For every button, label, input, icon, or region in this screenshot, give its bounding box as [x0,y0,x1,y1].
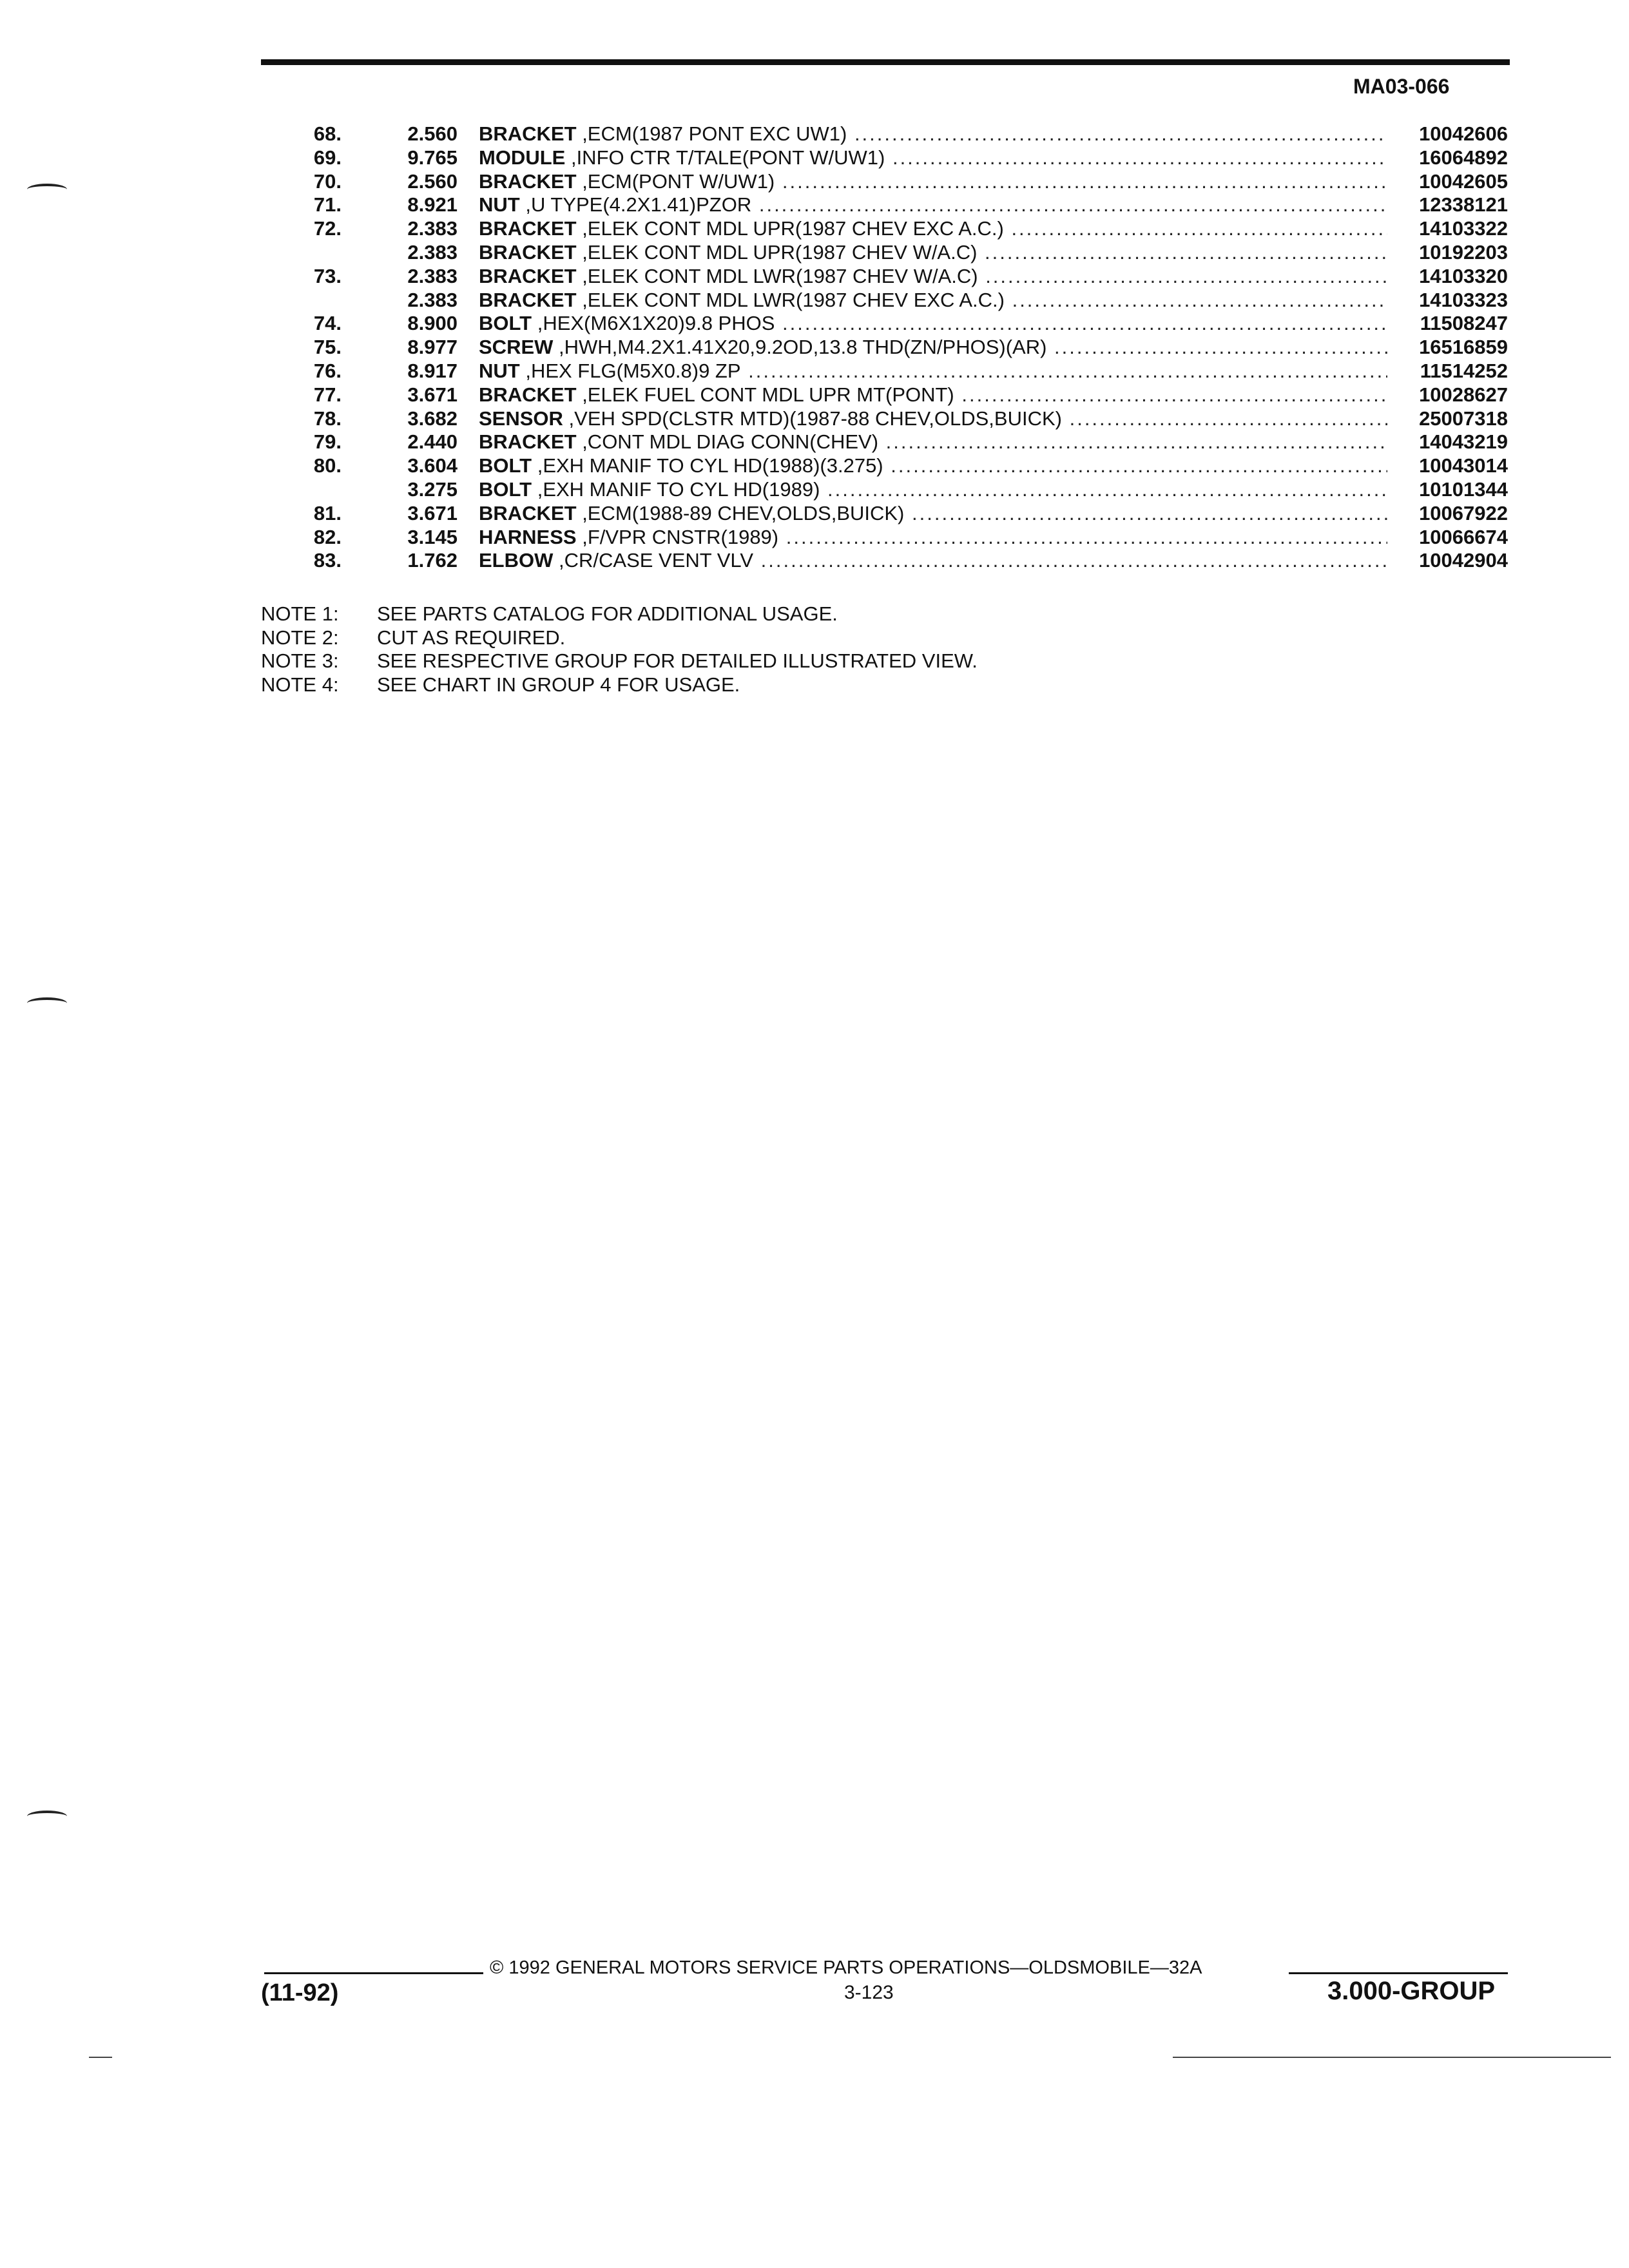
part-row [258,383,1508,407]
part-description [479,360,1387,383]
part-name: BRACKET [479,264,577,287]
part-detail: ,ELEK CONT MDL LWR(1987 CHEV W/A.C) [582,264,978,287]
part-detail: ,F/VPR CNSTR(1989) [582,525,779,548]
group-number: 9.765 [407,146,458,169]
part-description [479,122,1387,146]
part-name: BRACKET [479,122,577,145]
item-number: 68. [313,122,342,145]
part-number: 14103323 [1419,288,1508,311]
part-description [479,502,1387,526]
part-row [258,289,1508,312]
part-name: SENSOR [479,407,563,430]
note-text: CUT AS REQUIRED. [377,626,566,649]
part-description [479,430,1387,454]
part-name: BRACKET [479,288,577,311]
part-row [258,336,1508,360]
item-number: 81. [313,501,342,524]
note-line [261,649,1228,673]
part-number: 14103320 [1419,264,1508,287]
item-number: 72. [313,217,342,240]
page-number: 3-123 [844,1982,894,2003]
part-detail: ,ELEK FUEL CONT MDL UPR MT(PONT) [582,383,954,406]
note-label: NOTE 1: [261,602,339,625]
part-name: ELBOW [479,549,554,572]
item-number: 82. [313,525,342,548]
part-description [479,336,1387,360]
group-number: 8.900 [407,312,458,335]
part-description [479,146,1387,170]
part-number: 10042904 [1419,549,1508,572]
part-number: 25007318 [1419,407,1508,430]
item-number: 70. [313,169,342,193]
part-name: BRACKET [479,240,577,264]
part-detail: ,ELEK CONT MDL UPR(1987 CHEV W/A.C) [582,240,978,264]
group-number: 3.671 [407,501,458,524]
part-description [479,241,1387,265]
part-number: 10042605 [1419,169,1508,193]
part-row [258,170,1508,194]
group-number: 3.671 [407,383,458,406]
part-row [258,312,1508,336]
part-row [258,526,1508,550]
part-number: 16064892 [1419,146,1508,169]
part-row [258,454,1508,478]
part-number: 10028627 [1419,383,1508,406]
scan-mark [89,2057,112,2058]
part-detail: ,VEH SPD(CLSTR MTD)(1987-88 CHEV,OLDS,BUICK) [568,407,1062,430]
part-row [258,122,1508,146]
note-line [261,626,1228,650]
part-description [479,312,1387,336]
part-row [258,430,1508,454]
part-description [479,217,1387,241]
part-description [479,549,1387,573]
part-number: 14043219 [1419,430,1508,454]
header-rule [261,59,1510,65]
item-number: 76. [313,359,342,382]
part-detail: ,U TYPE(4.2X1.41)PZOR [525,193,752,216]
part-row [258,265,1508,289]
copyright-text: © 1992 GENERAL MOTORS SERVICE PARTS OPERATIONS—OLDSMOBILE—32A [490,1957,1202,1978]
group-number: 8.921 [407,193,458,216]
part-description [479,407,1387,431]
item-number: 77. [313,383,342,406]
part-detail: ,INFO CTR T/TALE(PONT W/UW1) [570,146,885,169]
part-name: MODULE [479,146,566,169]
footer-rule-left [264,1972,483,1974]
binder-hole-mark [27,184,67,195]
part-row [258,241,1508,265]
part-name: NUT [479,359,520,382]
part-number: 11514252 [1420,359,1508,382]
note-text: SEE PARTS CATALOG FOR ADDITIONAL USAGE. [377,602,838,625]
part-description [479,170,1387,194]
part-detail: ,ELEK CONT MDL LWR(1987 CHEV EXC A.C.) [582,288,1005,311]
part-description [479,478,1387,502]
part-detail: ,EXH MANIF TO CYL HD(1989) [537,477,820,501]
part-row [258,478,1508,502]
part-row [258,217,1508,241]
parts-list [258,122,1508,573]
note-label: NOTE 2: [261,626,339,649]
group-label: 3.000-GROUP [1327,1977,1496,2005]
part-number: 10101344 [1419,477,1508,501]
binder-hole-mark [27,1811,67,1822]
part-detail: ,CONT MDL DIAG CONN(CHEV) [582,430,879,454]
part-detail: ,ECM(1987 PONT EXC UW1) [582,122,847,145]
revision-date: (11-92) [261,1979,339,2006]
part-name: BOLT [479,454,532,477]
part-row [258,193,1508,217]
part-number: 12338121 [1419,193,1508,216]
part-number: 10066674 [1419,525,1508,548]
part-description [479,383,1387,407]
part-description [479,193,1387,217]
part-name: NUT [479,193,520,216]
part-description [479,265,1387,289]
part-name: BRACKET [479,430,577,454]
page-code: MA03-066 [1353,75,1450,98]
item-number: 75. [313,336,342,359]
footer-rule-right [1289,1972,1508,1974]
note-label: NOTE 4: [261,673,339,696]
part-row [258,549,1508,573]
group-number: 3.145 [407,525,458,548]
part-row [258,502,1508,526]
part-detail: ,ELEK CONT MDL UPR(1987 CHEV EXC A.C.) [582,217,1004,240]
note-label: NOTE 3: [261,649,339,672]
group-number: 2.383 [407,288,458,311]
part-name: HARNESS [479,525,577,548]
item-number: 78. [313,407,342,430]
part-detail: ,ECM(1988-89 CHEV,OLDS,BUICK) [582,501,905,524]
item-number: 69. [313,146,342,169]
item-number: 79. [313,430,342,454]
part-row [258,146,1508,170]
item-number: 83. [313,549,342,572]
part-detail: ,ECM(PONT W/UW1) [582,169,775,193]
part-row [258,360,1508,383]
part-number: 10043014 [1419,454,1508,477]
part-name: BOLT [479,312,532,335]
part-number: 10042606 [1419,122,1508,145]
part-number: 16516859 [1419,336,1508,359]
group-number: 3.682 [407,407,458,430]
part-number: 10067922 [1419,501,1508,524]
note-text: SEE CHART IN GROUP 4 FOR USAGE. [377,673,740,696]
group-number: 1.762 [407,549,458,572]
binder-hole-mark [27,997,67,1009]
scan-mark [1173,2057,1611,2058]
notes-section [261,602,1228,697]
item-number: 80. [313,454,342,477]
group-number: 8.917 [407,359,458,382]
note-text: SEE RESPECTIVE GROUP FOR DETAILED ILLUSTRATED VIEW. [377,649,978,672]
part-description [479,454,1387,478]
part-name: BRACKET [479,169,577,193]
part-number: 11508247 [1420,312,1508,335]
item-number: 73. [313,264,342,287]
part-description [479,526,1387,550]
group-number: 8.977 [407,336,458,359]
item-number: 71. [313,193,342,216]
group-number: 2.383 [407,264,458,287]
note-line [261,602,1228,626]
group-number: 3.275 [407,477,458,501]
group-number: 2.560 [407,169,458,193]
part-detail: ,HWH,M4.2X1.41X20,9.2OD,13.8 THD(ZN/PHOS)(AR) [559,336,1047,359]
part-name: BRACKET [479,383,577,406]
part-detail: ,HEX(M6X1X20)9.8 PHOS [537,312,775,335]
part-name: BRACKET [479,501,577,524]
part-detail: ,HEX FLG(M5X0.8)9 ZP [525,359,741,382]
group-number: 3.604 [407,454,458,477]
part-detail: ,EXH MANIF TO CYL HD(1988)(3.275) [537,454,883,477]
part-name: SCREW [479,336,554,359]
group-number: 2.383 [407,240,458,264]
group-number: 2.383 [407,217,458,240]
part-detail: ,CR/CASE VENT VLV [559,549,754,572]
group-number: 2.560 [407,122,458,145]
part-row [258,407,1508,431]
part-number: 14103322 [1419,217,1508,240]
group-number: 2.440 [407,430,458,454]
item-number: 74. [313,312,342,335]
note-line [261,673,1228,697]
part-number: 10192203 [1419,240,1508,264]
part-name: BRACKET [479,217,577,240]
part-description [479,289,1387,312]
part-name: BOLT [479,477,532,501]
